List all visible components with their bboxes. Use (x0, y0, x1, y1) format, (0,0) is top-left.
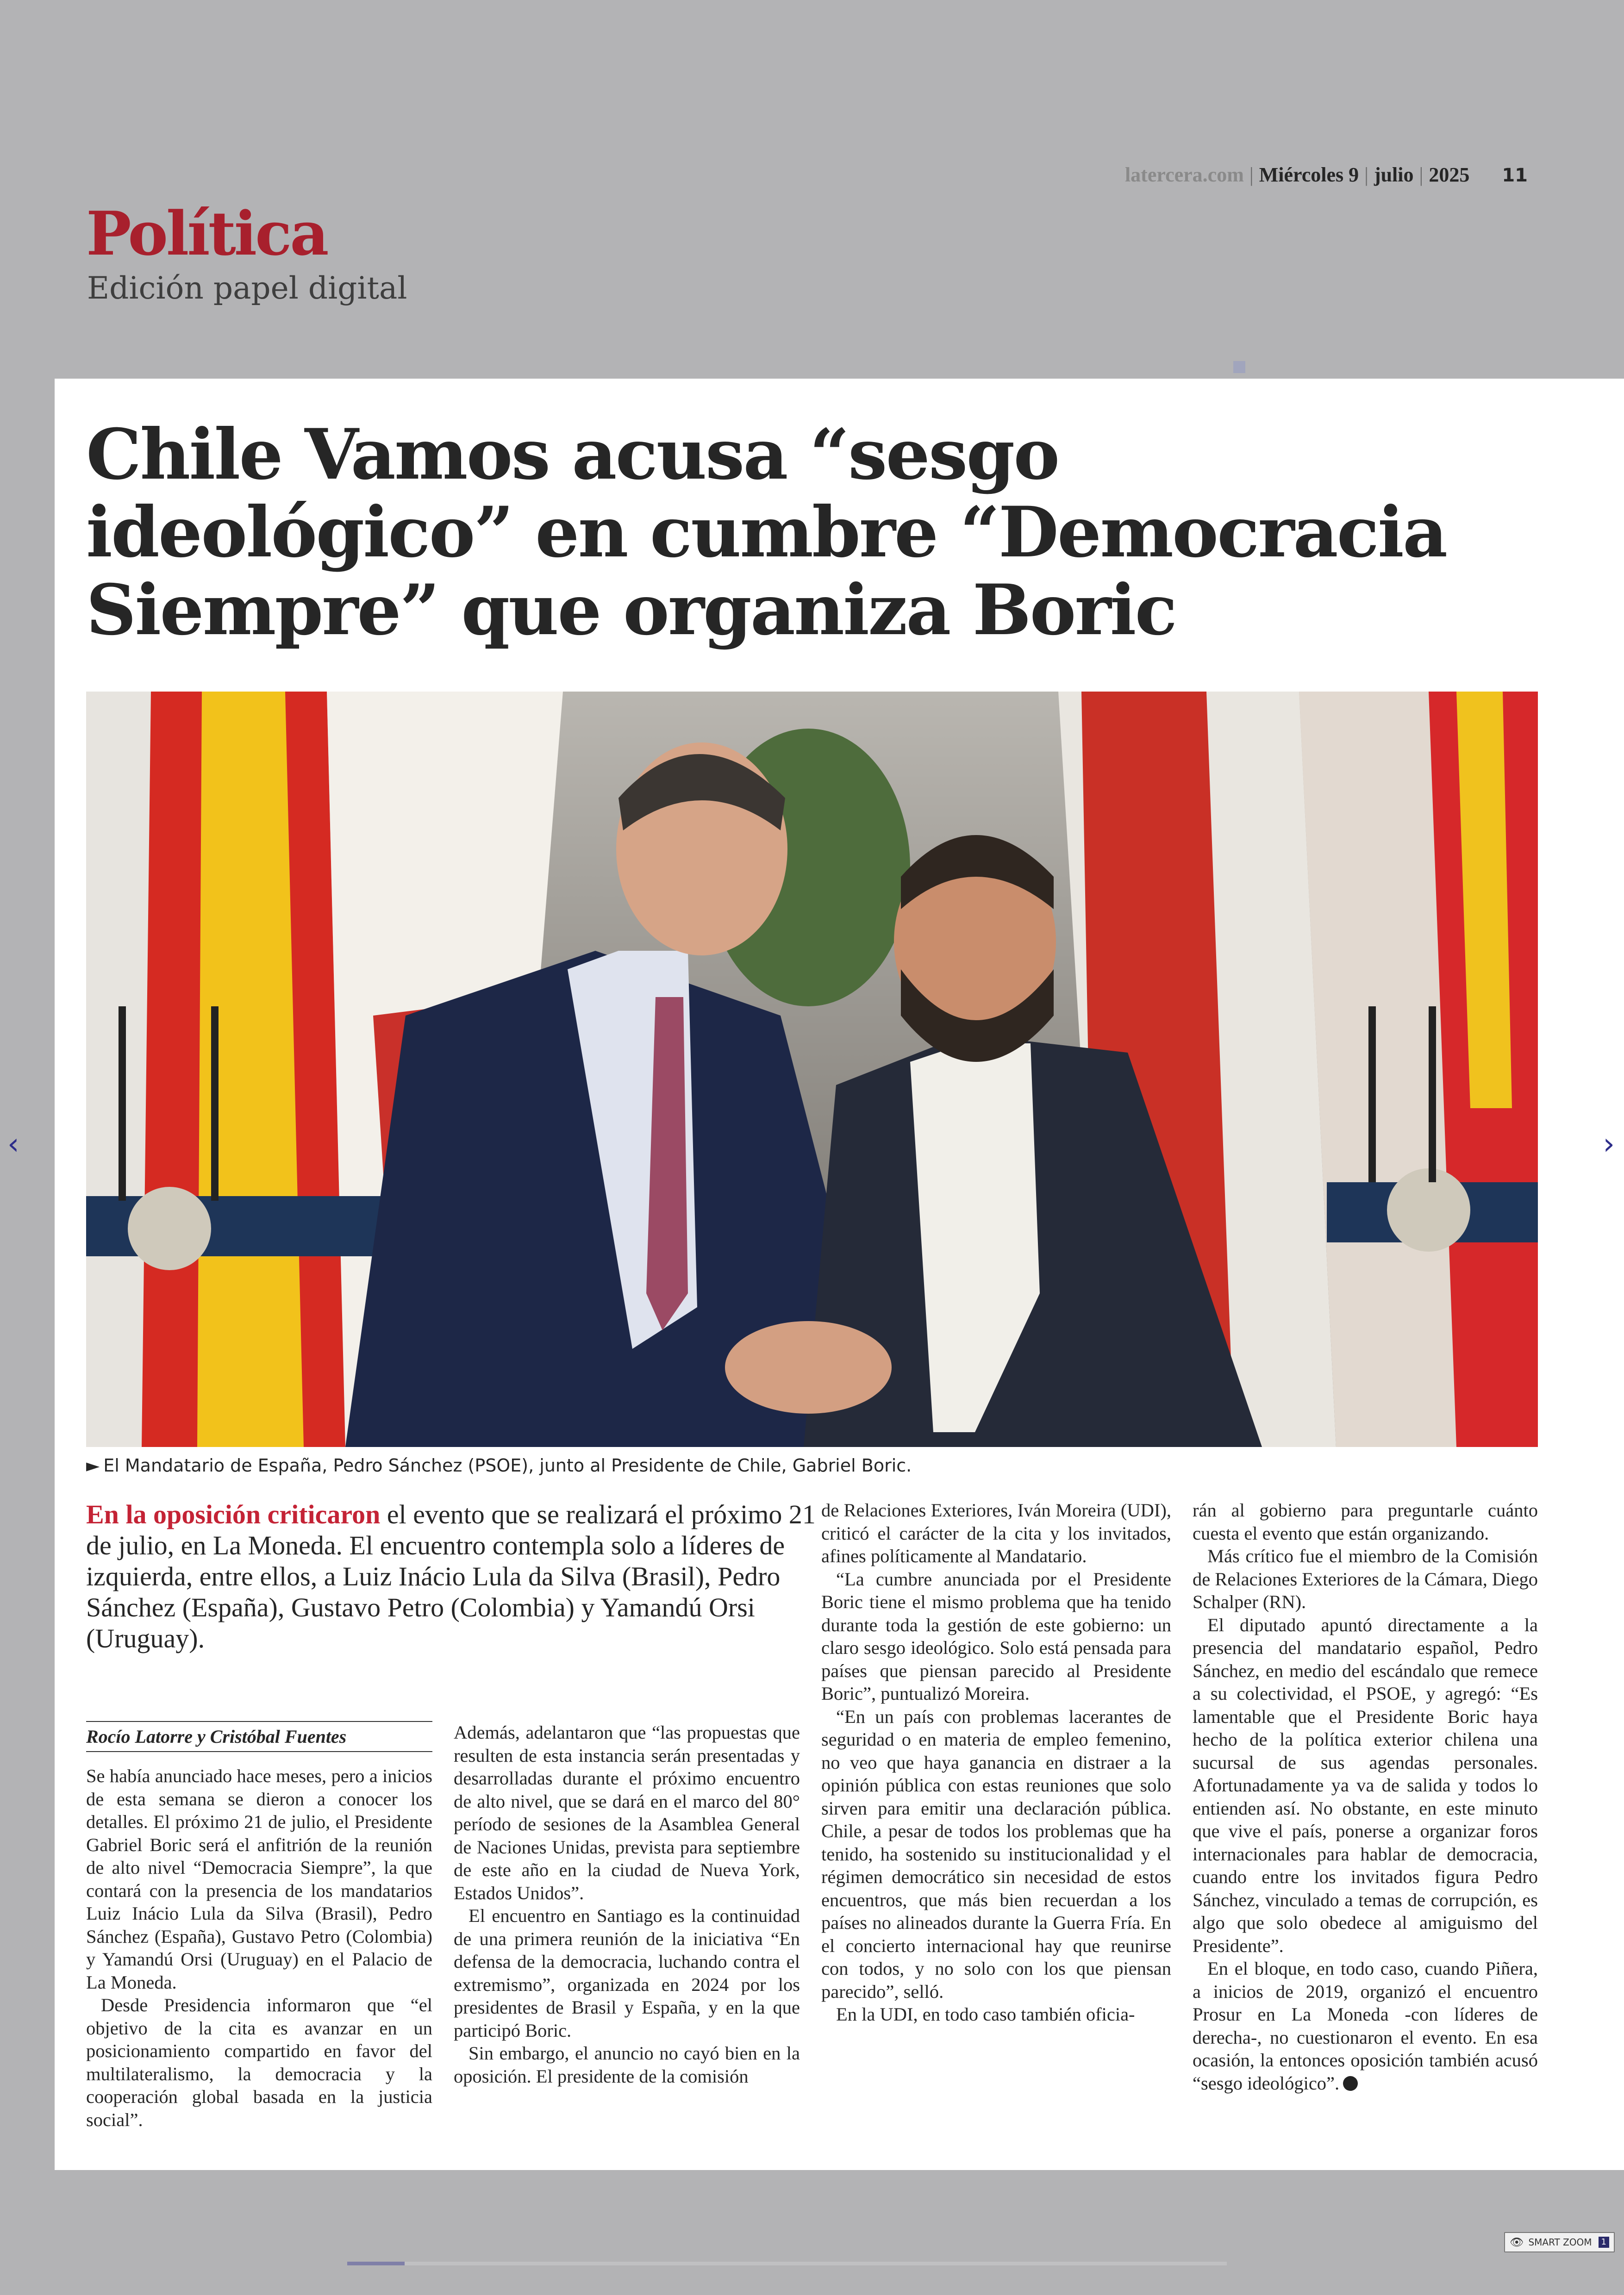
smart-zoom-button[interactable] (1504, 2232, 1615, 2252)
text-column-1 (86, 1765, 432, 2131)
section-subtitle: Edición papel digital (87, 270, 407, 306)
paragraph: Más crítico fue el miembro de la Comisión de Relaciones Exteriores de la Cámara, Diego Schalper (RN). (1193, 1546, 1538, 1612)
edition-month: julio (1374, 163, 1414, 186)
page-marker-icon (1233, 361, 1245, 373)
byline: Rocío Latorre y Cristóbal Fuentes (86, 1721, 432, 1752)
text-column-3 (821, 1499, 1171, 2026)
paragraph: “En un país con problemas lacerantes de seguridad o en materia de empleo femenino, no veo que haya ganancia en distraer a la opinión pública con estas reuniones que solo sirven para emitir una declaración pública. Chile, a pesar de todos los problemas que ha tenido, ha sostenido su institucionalidad y el régimen democrático sin necesidad de estos encuentros, que más bien recuerdan a los países no alineados durante la Guerra Fría. En el concierto internacional hay que reunirse con todos, y no solo con los que piensan parecido”, selló. (821, 1706, 1171, 2002)
caption-marker-icon: ► (86, 1455, 100, 1476)
article-headline: Chile Vamos acusa “sesgo ideológico” en cumbre “Democracia Siempre” que organiza Boric (86, 414, 1447, 651)
paragraph (1193, 1957, 1538, 2095)
paragraph-text: En el bloque, en todo caso, cuando Piñera, a inicios de 2019, organizó el encuentro Prosur en La Moneda -con líderes de derecha-, no cuestionaron el evento. En esa ocasión, la entonces oposición también acusó “sesgo ideológico”. (1193, 1958, 1538, 2094)
paragraph: En la UDI, en todo caso también oficia- (836, 2004, 1135, 2025)
page-progress-bar[interactable] (347, 2262, 1227, 2265)
section-title: Política (86, 198, 327, 269)
paragraph: Además, adelantaron que “las propuestas que resulten de esta instancia serán presentadas y desarrolladas durante el próximo encuentro de alto nivel, que se dará en el marco del 80° período de sesiones de la Asamblea General de Naciones Unidas, prevista para septiembre de este año en la ciudad de Nueva York, Estados Unidos”. (454, 1722, 800, 1903)
separator: | (1419, 163, 1424, 186)
paragraph: rán al gobierno para preguntarle cuánto cuesta el evento que están organizando. (1193, 1500, 1538, 1544)
edition-day: Miércoles 9 (1259, 163, 1359, 186)
separator: | (1249, 163, 1254, 186)
smart-zoom-badge: 1 (1599, 2237, 1609, 2248)
text-column-4 (1193, 1499, 1538, 2095)
article-body (55, 379, 1624, 2170)
paragraph: “La cumbre anunciada por el Presidente Boric tiene el mismo problema que ha tenido durante toda la gestión de este gobierno: un claro sesgo ideológico. Solo está pensada para países que piensan parecido al Presidente Boric”, puntualizó Moreira. (821, 1568, 1171, 1704)
site-name: latercera.com (1124, 163, 1244, 186)
page-progress-fill (347, 2262, 405, 2265)
eye-icon: 👁 (1509, 2236, 1524, 2249)
previous-page-button[interactable]: ‹ (7, 1127, 19, 1161)
edition-year: 2025 (1429, 163, 1470, 186)
next-page-button[interactable]: › (1603, 1127, 1615, 1161)
paragraph: Desde Presidencia informaron que “el objetivo de la cita es avanzar en un posicionamiento compartido en favor del multilateralismo, la democracia y la cooperación global basada en la justicia social”. (86, 1995, 432, 2130)
caption-text: El Mandatario de España, Pedro Sánchez (PSOE), junto al Presidente de Chile, Gabriel Boric. (103, 1455, 912, 1476)
edition-meta (1125, 163, 1528, 187)
paragraph: Sin embargo, el anuncio no cayó bien en la oposición. El presidente de la comisión (454, 2043, 800, 2087)
paragraph: Se había anunciado hace meses, pero a inicios de esta semana se dieron a conocer los detalles. El próximo 21 de julio, el Presidente Gabriel Boric será el anfitrión de la reunión de alto nivel “Democracia Siempre”, la que contará con la presencia de los mandatarios Luiz Inácio Lula da Silva (Brasil), Pedro Sánchez (España), Gustavo Petro (Colombia) y Yamandú Orsi (Uruguay) en el Palacio de La Moneda. (86, 1765, 432, 1993)
end-of-article-icon (1343, 2076, 1358, 2091)
separator: | (1364, 163, 1368, 186)
text-column-2 (454, 1721, 800, 2088)
page-number: 11 (1502, 165, 1528, 186)
paragraph: El encuentro en Santiago es la continuidad de una primera reunión de la iniciativa “En defensa de la democracia, luchando contra el extremismo”, organizada en 2024 por los presidentes de Brasil y España, y en la que participó Boric. (454, 1905, 800, 2041)
lead-text: el evento que se realizará el próximo 21 de julio, en La Moneda. El encuentro contempla solo a líderes de izquierda, entre ellos, a Luiz Inácio Lula da Silva (Brasil), Pedro Sánchez (España), Gustavo Petro (Colombia) y Yamandú Orsi (Uruguay). (86, 1499, 816, 1653)
paragraph: de Relaciones Exteriores, Iván Moreira (UDI), criticó el carácter de la cita y los invitados, afines políticamente al Mandatario. (821, 1500, 1171, 1566)
lead-kicker: En la oposición criticaron (86, 1499, 381, 1529)
smart-zoom-label: SMART ZOOM (1528, 2237, 1592, 2248)
paragraph: El diputado apuntó directamente a la presencia del mandatario español, Pedro Sánchez, en medio del escándalo que remece a su colectividad, el PSOE, y agregó: “Es lamentable que el Presidente Boric haya hecho de la política exterior chilena una sucursal de sus agendas personales. Afortunadamente ya va de salida y todos lo entienden así. No obstante, en este minuto que vive el país, ponerse a organizar foros internacionales para hablar de democracia, cuando entre los invitados figura Pedro Sánchez, vinculado a temas de corrupción, es algo que solo obedece al amiguismo del Presidente”. (1193, 1614, 1538, 1956)
